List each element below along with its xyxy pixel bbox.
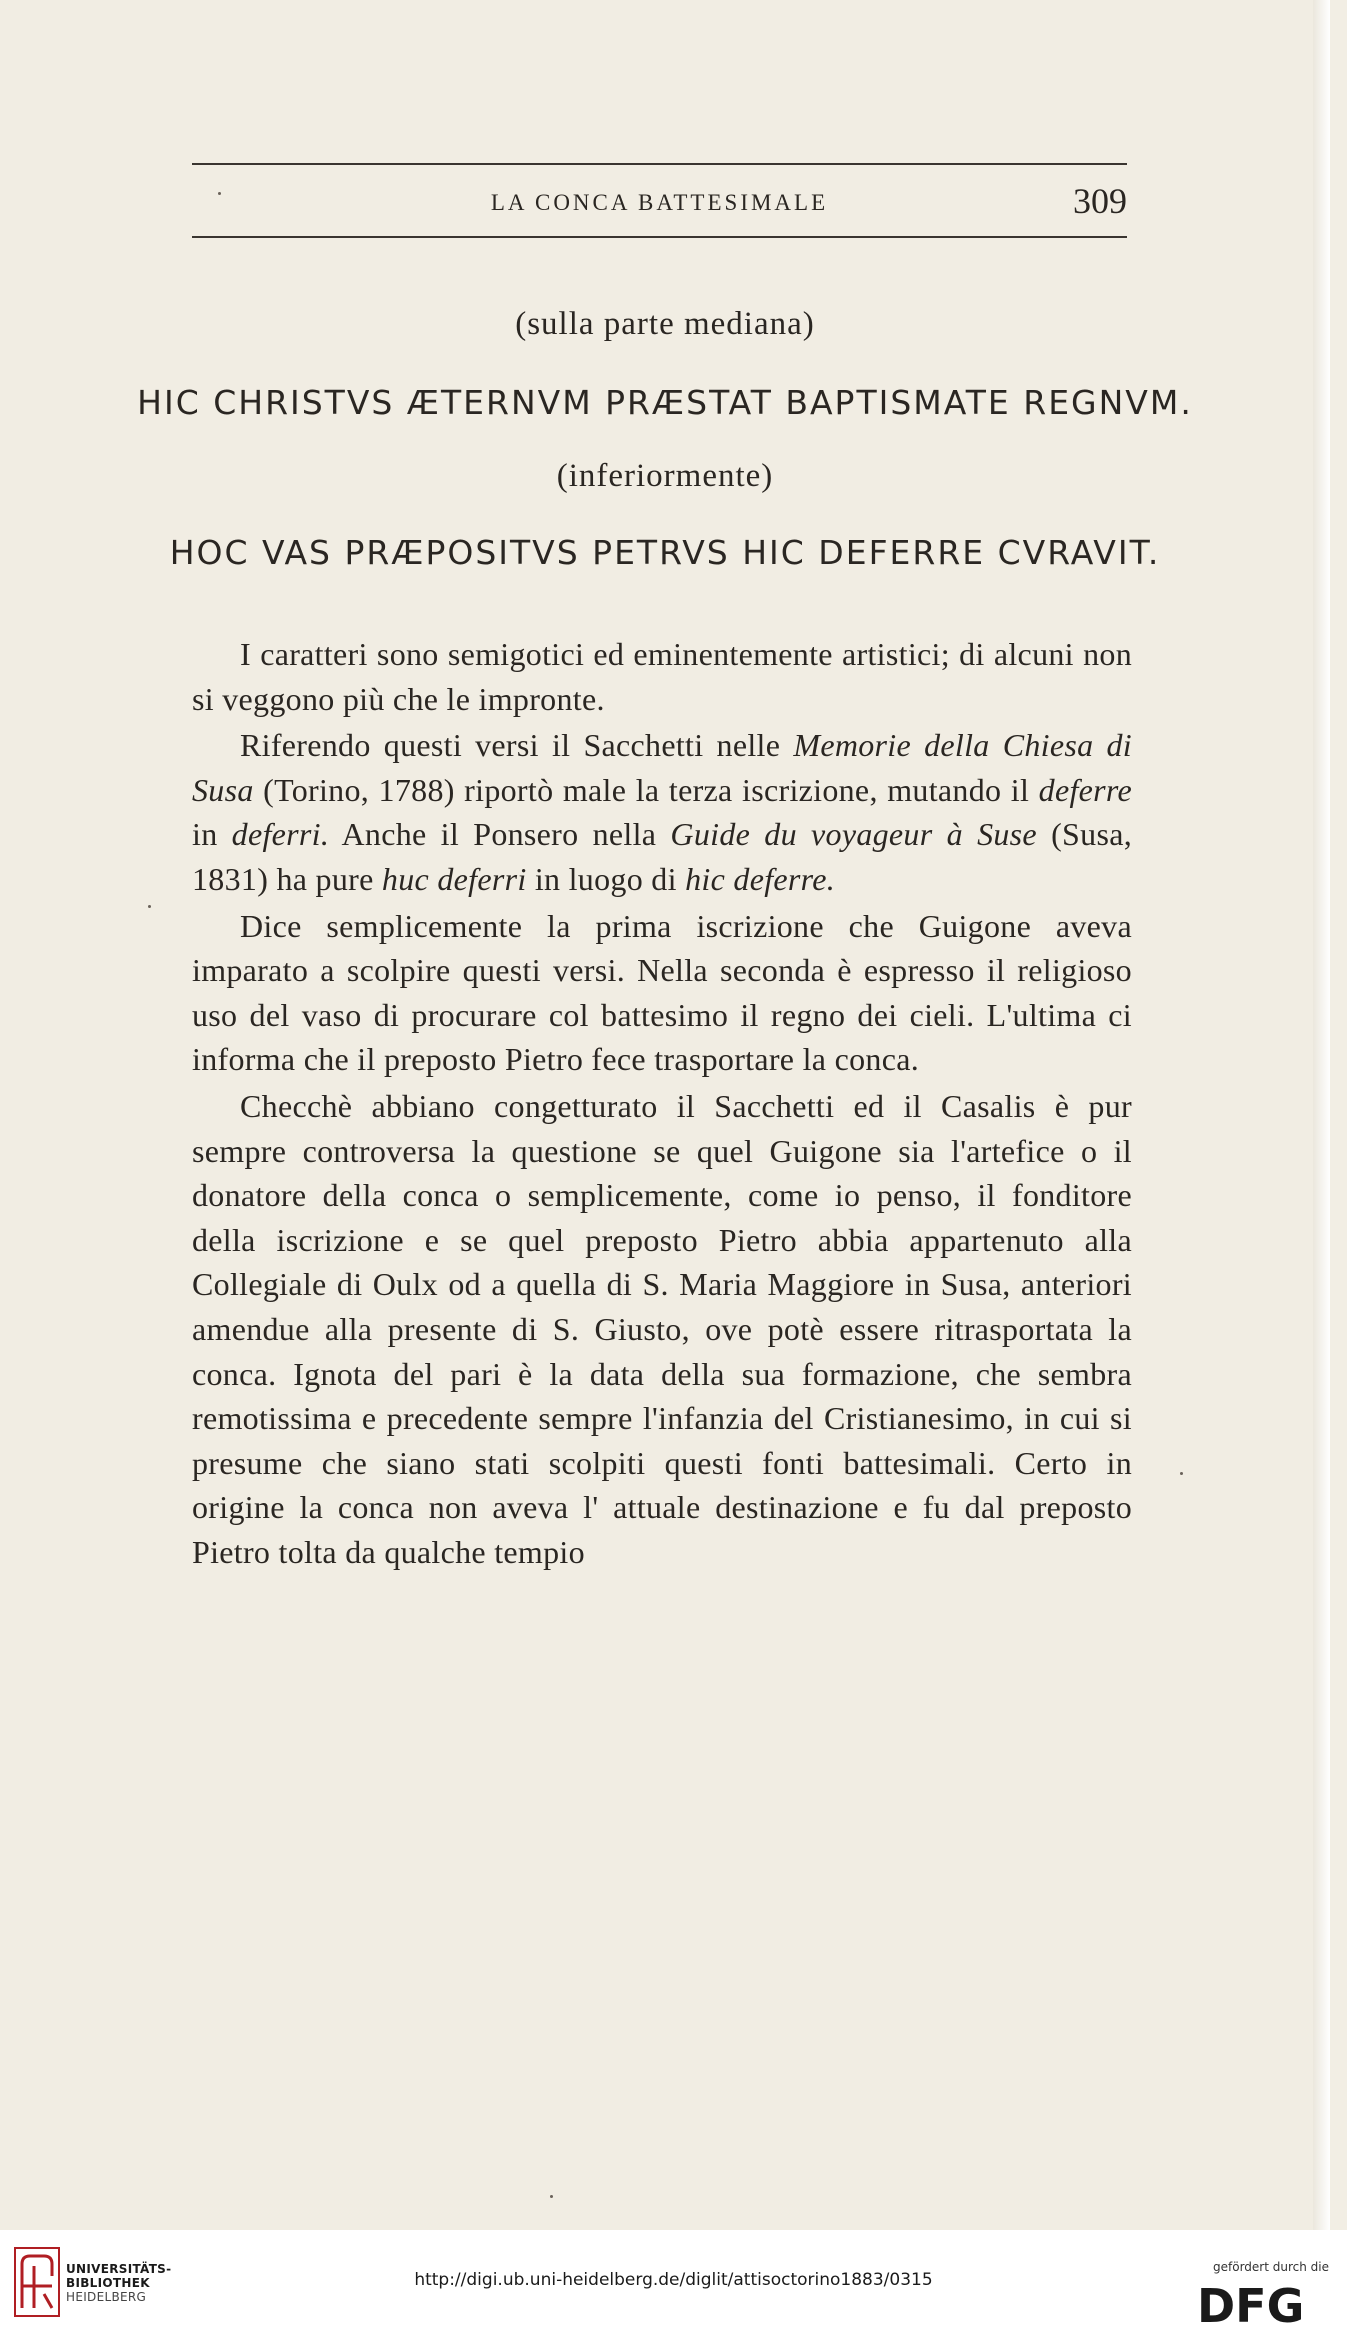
paragraph-3: Dice semplicemente la prima iscrizione che Guigone aveva imparato a scolpire questi versi. Nella seconda è espresso il religioso uso del vaso di procurare col battesimo il regno dei cieli. L'ultima ci informa che il preposto Pietro fece trasportare la conca. <box>192 907 1132 1078</box>
p2-italic-1: Memorie della Chiesa di Susa <box>192 727 1132 808</box>
footer-bar <box>0 2230 1347 2336</box>
dfg-logo-text: DFG <box>1197 2280 1305 2326</box>
funding-caption: gefördert durch die <box>1213 2260 1329 2274</box>
p2-text-2: (Torino, 1788) riportò male la terza iscrizione, mutando il <box>253 771 1039 808</box>
print-speck <box>148 905 151 908</box>
print-speck <box>1180 1472 1183 1475</box>
p2-italic-6: hic deferre. <box>685 860 836 897</box>
paragraph-4: Checchè abbiano congetturato il Sacchetti ed il Casalis è pur sempre controversa la questione se quel Guigone sia l'artefice o il donatore della conca o semplicemente, come io penso, il fonditore della iscrizione e se quel preposto Pietro abbia appartenuto alla Collegiale di Oulx od a quella di S. Maria Maggiore in Susa, anteriori amendue alla presente di S. Giusto, ove potè essere ritrasportata la conca. Ignota del pari è la data della sua formazione, che sembra remotissima e precedente sempre l'infanzia del Cristianesimo, in cui si presume che siano stati scolpiti questi fonti battesimali. Certo in origine la conca non aveva l' attuale destinazione e fu dal preposto Pietro tolta da qualche tempio <box>192 1087 1132 1570</box>
inscription-line-2: HOC VAS PRÆPOSITVS PETRVS HIC DEFERRE CVRAVIT. <box>169 533 1161 572</box>
subtitle-inferiormente: (inferiormente) <box>556 458 774 494</box>
p2-italic-3: deferri. <box>231 816 330 853</box>
library-name-line-3: HEIDELBERG <box>66 2290 147 2304</box>
subtitle-mediana: (sulla parte mediana) <box>515 306 815 342</box>
p2-italic-5: huc deferri <box>381 860 527 897</box>
source-url-link[interactable]: http://digi.ub.uni-heidelberg.de/diglit/attisoctorino1883/0315 <box>414 2270 933 2290</box>
print-speck <box>218 192 221 195</box>
p2-text-3: in <box>192 816 232 853</box>
paragraph-1: I caratteri sono semigotici ed eminentemente artistici; di alcuni non si veggono più che le impronte. <box>192 636 1132 717</box>
header-rule-top <box>192 163 1127 165</box>
dfg-logo-icon <box>1197 2280 1327 2326</box>
print-speck <box>550 2195 553 2198</box>
header-rule-bottom <box>192 236 1127 238</box>
p2-italic-2: deferre <box>1038 771 1132 808</box>
library-name-line-2: BIBLIOTHEK <box>66 2276 150 2290</box>
p2-text-4: Anche il Ponsero nella <box>329 816 671 853</box>
body-text <box>192 632 1132 1574</box>
inscription-line-1: HIC CHRISTVS ÆTERNVM PRÆSTAT BAPTISMATE REGNVM. <box>137 383 1193 422</box>
library-name-line-1: UNIVERSITÄTS- <box>66 2262 172 2276</box>
p2-text-6: in luogo di <box>526 860 686 897</box>
p2-text-5: (Susa, 1831) ha pure <box>192 816 1132 897</box>
page-number: 309 <box>1073 181 1127 221</box>
running-head <box>192 180 1127 224</box>
running-title: LA CONCA BATTESIMALE <box>490 190 829 215</box>
paragraph-2 <box>192 723 1132 901</box>
p2-text-1: Riferendo questi versi il Sacchetti nelle <box>240 727 794 764</box>
p2-italic-4: Guide du voyageur à Suse <box>670 816 1037 853</box>
